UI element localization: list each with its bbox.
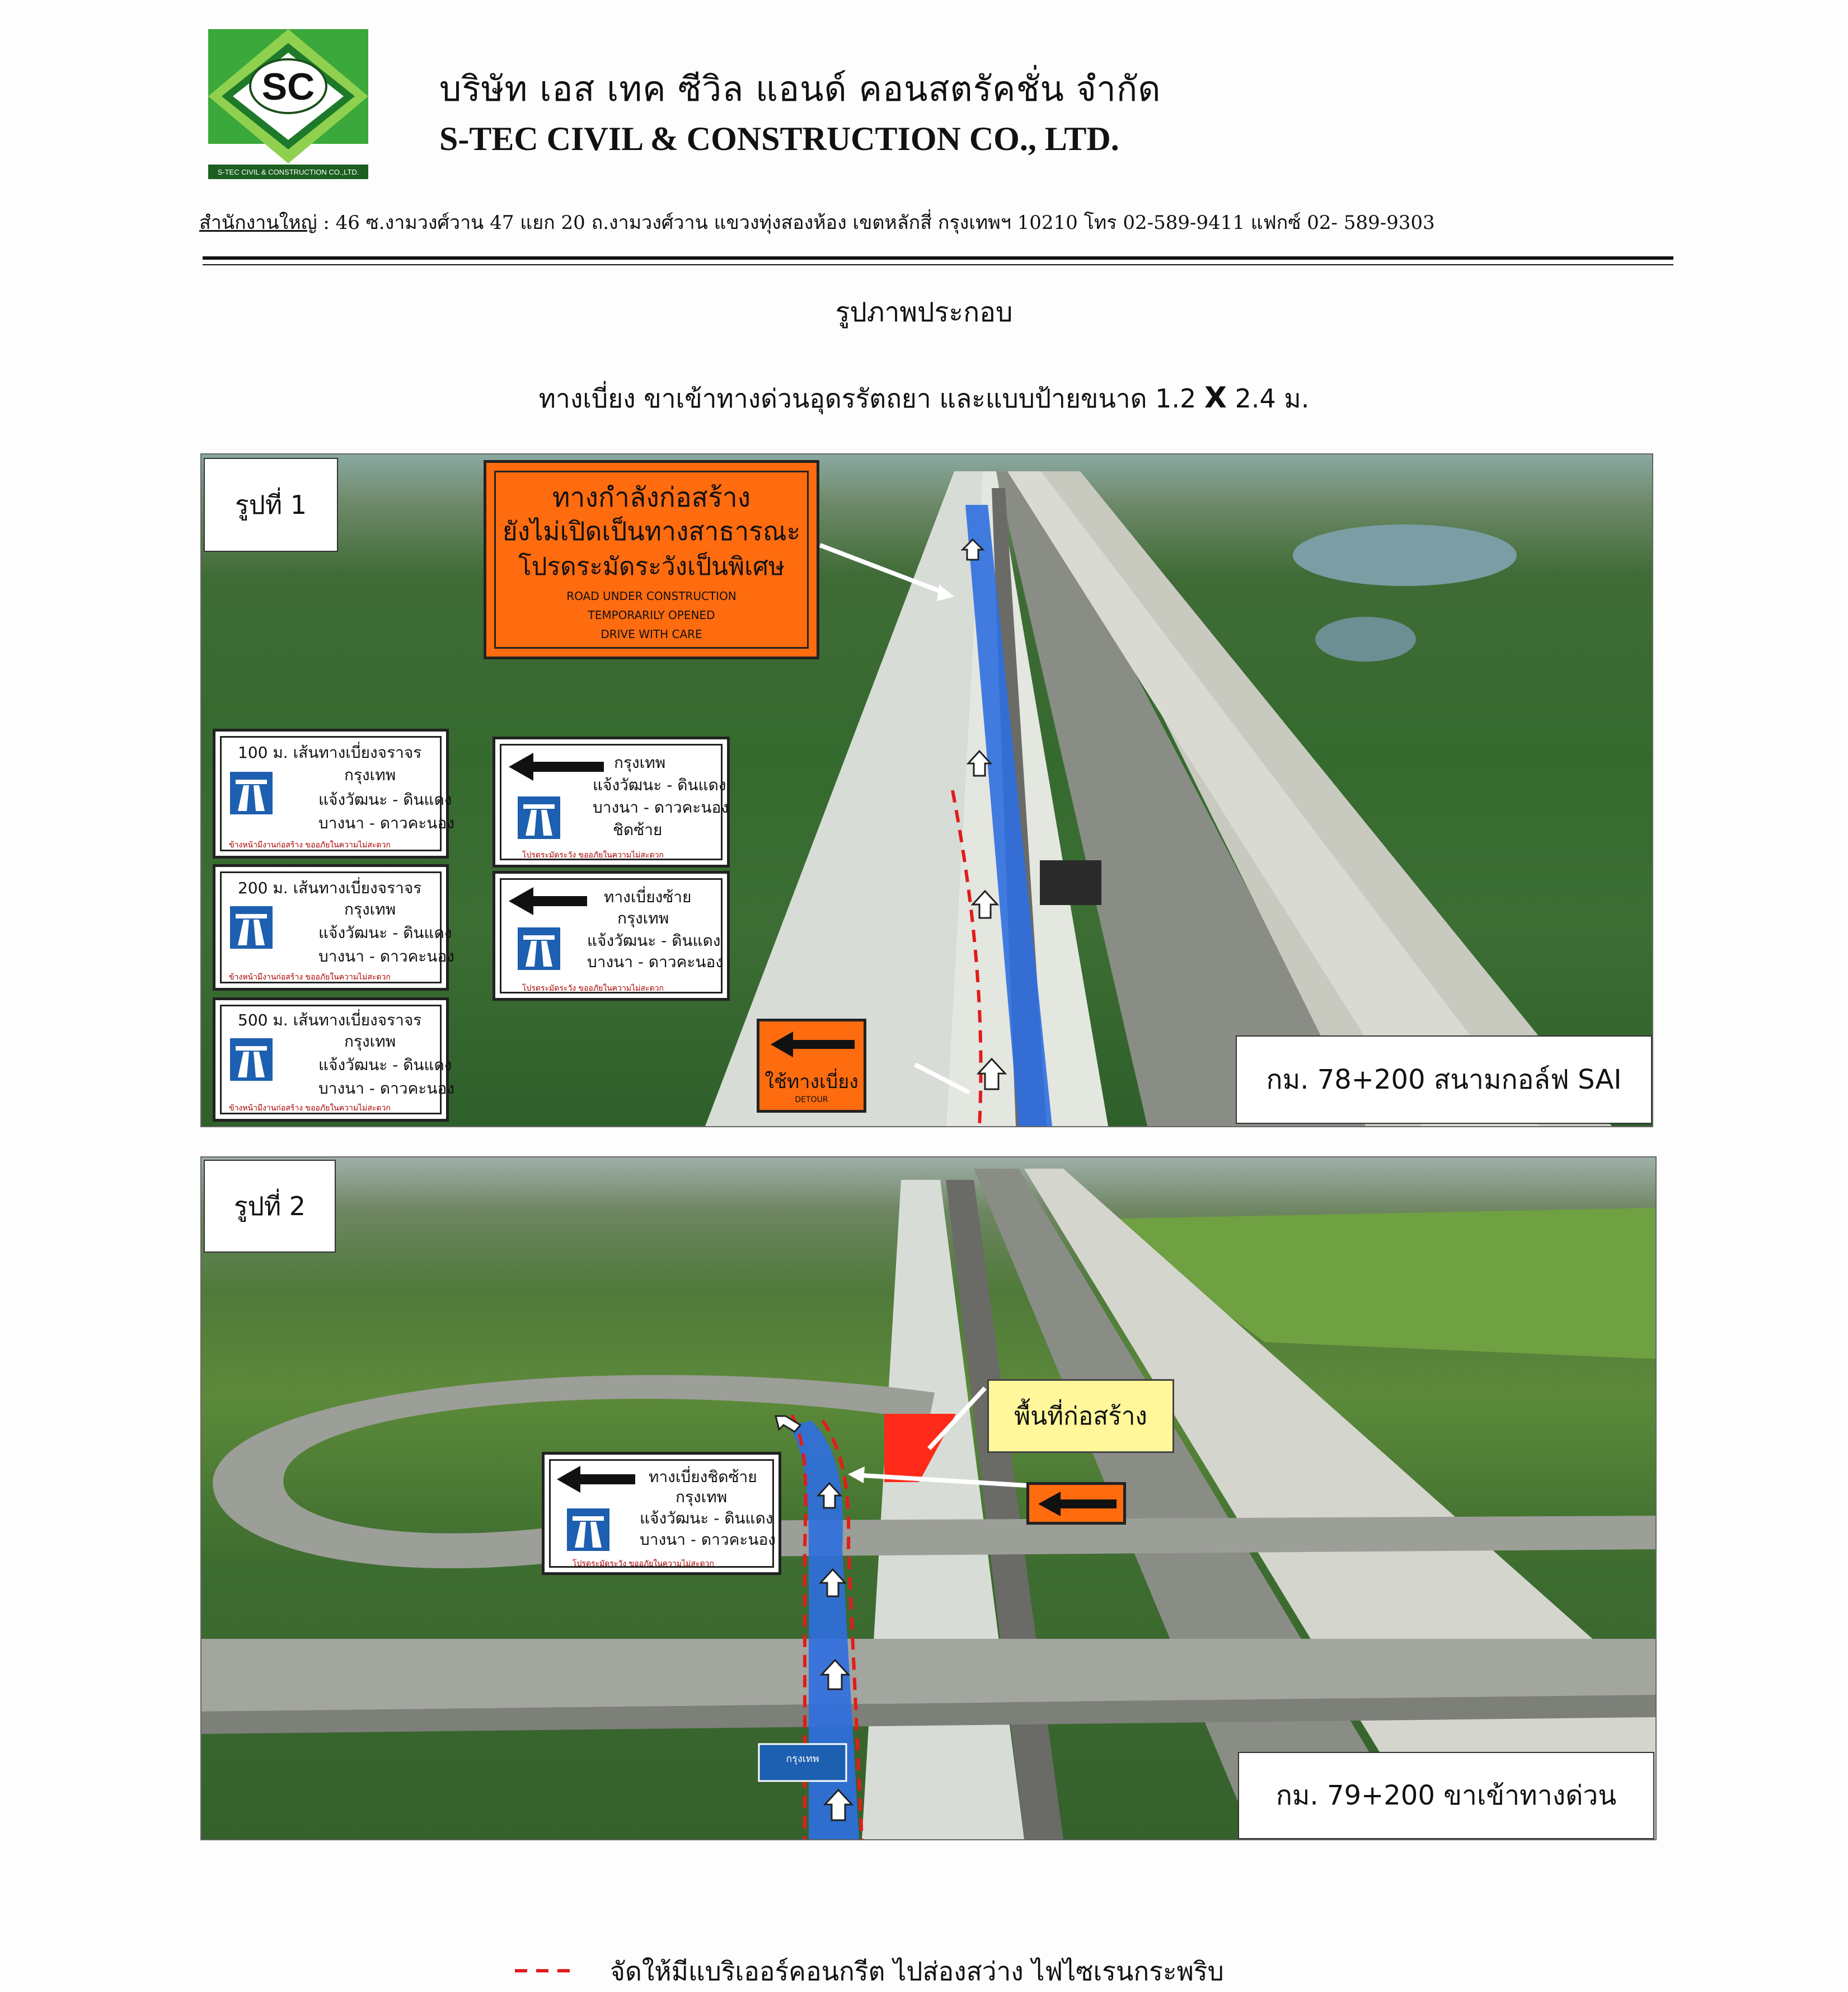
sign-line: กรุงเทพ <box>614 753 666 772</box>
left-arrow-icon <box>771 1030 855 1058</box>
arrow-board <box>1026 1482 1126 1525</box>
logo-subtext: S-TEC CIVIL & CONSTRUCTION CO.,LTD. <box>217 168 359 176</box>
warning-en-1: ROAD UNDER CONSTRUCTION <box>566 589 737 603</box>
sign-line: แจ้งวัฒนะ - ดินแดง <box>593 776 726 794</box>
left-arrow-icon <box>1038 1491 1117 1517</box>
sign-fine-print: ข้างหน้ามีงานก่อสร้าง ขออภัยในความไม่สะดวก <box>229 1104 391 1113</box>
sign-line: แจ้งวัฒนะ - ดินแดง <box>318 790 452 809</box>
left-arrow-icon <box>509 752 604 782</box>
motorway-icon <box>518 927 560 970</box>
warning-line-3: โปรดระมัดระวังเป็นพิเศษ <box>518 552 785 581</box>
direction-sign-keep-left <box>542 1452 781 1575</box>
legend-text: จัดให้มีแบริเออร์คอนกรีต ไปส่องสว่าง ไฟไซเรนกระพริบ <box>610 1956 1224 1986</box>
photo-2-label: รูปที่ 2 <box>204 1160 336 1253</box>
document-title: รูปภาพประกอบ <box>835 297 1013 328</box>
sign-fine-print: ข้างหน้ามีงานก่อสร้าง ขออภัยในความไม่สะดวก <box>229 973 391 982</box>
motorway-icon <box>518 796 560 839</box>
motorway-icon <box>230 1038 273 1081</box>
sign-line: ทางเบี่ยงชิดซ้าย <box>649 1468 757 1486</box>
photo-2-km-caption: กม. 79+200 ขาเข้าทางด่วน <box>1238 1752 1654 1839</box>
sign-line: 200 ม. เส้นทางเบี่ยงจราจร <box>238 879 422 897</box>
address-text: : 46 ซ.งามวงศ์วาน 47 แยก 20 ถ.งามวงศ์วาน แขวงทุ่งสองห้อง เขตหลักสี่ กรุงเทพฯ 10210 โทร 02-589-9411 แฟกซ์ 02- 589-9303 <box>317 212 1435 234</box>
sign-fine-print: โปรดระมัดระวัง ขออภัยในความไม่สะดวก <box>573 1559 714 1568</box>
sign-line: บางนา - ดาวคะนอง <box>318 947 454 965</box>
motorway-icon <box>230 906 273 949</box>
sign-fine-print: โปรดระมัดระวัง ขออภัยในความไม่สะดวก <box>522 984 664 993</box>
company-logo <box>197 12 379 186</box>
distance-sign-100m <box>213 729 454 859</box>
left-arrow-icon <box>509 886 587 916</box>
address-label: สำนักงานใหญ่ <box>199 212 317 234</box>
sign-line: บางนา - ดาวคะนอง <box>587 953 723 971</box>
overhead-sign-text: กรุงเทพ <box>786 1753 819 1765</box>
distance-sign-200m <box>213 864 454 991</box>
sign-line: แจ้งวัฒนะ - ดินแดง <box>318 1056 452 1074</box>
construction-warning-sign <box>484 460 819 659</box>
company-name-th: บริษัท เอส เทค ซีวิล แอนด์ คอนสตรัคชั่น จำกัด <box>439 68 1161 109</box>
sign-line: ชิดซ้าย <box>613 821 663 839</box>
sign-line: บางนา - ดาวคะนอง <box>318 814 454 832</box>
company-address <box>199 207 1435 237</box>
left-arrow-icon <box>557 1465 635 1494</box>
motorway-icon <box>230 772 273 814</box>
photo-1-label: รูปที่ 1 <box>204 458 338 552</box>
motorway-icon <box>567 1508 609 1551</box>
sign-line: แจ้งวัฒนะ - ดินแดง <box>587 931 721 950</box>
sign-line: ทางเบี่ยงซ้าย <box>604 888 692 906</box>
photo-2-scene <box>201 1157 1655 1839</box>
subtitle-main: ทางเบี่ยง ขาเข้าทางด่วนอุดรรัตถยา และแบบป้ายขนาด 1.2 <box>538 383 1204 414</box>
detour-sign-text: ใช้ทางเบี่ยง <box>764 1071 859 1093</box>
sign-line: แจ้งวัฒนะ - ดินแดง <box>318 924 452 942</box>
sign-fine-print: ข้างหน้ามีงานก่อสร้าง ขออภัยในความไม่สะดวก <box>229 841 391 850</box>
logo-text: SC <box>261 65 315 108</box>
sign-line: 100 ม. เส้นทางเบี่ยงจราจร <box>238 743 422 762</box>
subtitle-x: X <box>1204 381 1227 415</box>
sign-line: กรุงเทพ <box>344 1032 396 1051</box>
document-subtitle <box>0 378 1848 419</box>
company-name-en: S-TEC CIVIL & CONSTRUCTION CO., LTD. <box>439 120 1119 157</box>
sign-line: กรุงเทพ <box>344 766 396 784</box>
sign-line: บางนา - ดาวคะนอง <box>593 798 729 817</box>
subtitle-end: 2.4 ม. <box>1226 383 1310 414</box>
warning-line-2: ยังไม่เปิดเป็นทางสาธารณะ <box>502 516 801 546</box>
warning-en-3: DRIVE WITH CARE <box>601 627 702 641</box>
sign-fine-print: โปรดระมัดระวัง ขออภัยในความไม่สะดวก <box>522 851 664 860</box>
direction-sign-detour-left <box>493 871 730 1001</box>
sign-line: บางนา - ดาวคะนอง <box>318 1079 454 1098</box>
direction-sign-keep-left <box>493 737 730 868</box>
photo-1 <box>200 453 1653 1127</box>
legend-dashed-line <box>515 1969 571 1972</box>
header-rule-thick <box>203 256 1673 260</box>
sign-line: 500 ม. เส้นทางเบี่ยงจราจร <box>238 1011 422 1029</box>
header-rule-thin <box>203 264 1673 265</box>
photo-2 <box>200 1156 1657 1840</box>
warning-en-2: TEMPORARILY OPENED <box>588 608 715 622</box>
photo-1-km-caption: กม. 78+200 สนามกอล์ฟ SAI <box>1236 1035 1652 1124</box>
detour-sign-en: DETOUR <box>795 1095 828 1104</box>
warning-line-1: ทางกำลังก่อสร้าง <box>552 482 751 513</box>
sign-line: แจ้งวัฒนะ - ดินแดง <box>640 1509 773 1527</box>
sign-line: กรุงเทพ <box>617 909 669 927</box>
sign-line: บางนา - ดาวคะนอง <box>640 1530 776 1549</box>
construction-area-callout: พื้นที่ก่อสร้าง <box>987 1379 1174 1453</box>
distance-sign-500m <box>213 997 454 1122</box>
sign-line: กรุงเทพ <box>344 900 396 918</box>
sign-line: กรุงเทพ <box>676 1488 728 1506</box>
detour-sign <box>757 1019 866 1113</box>
